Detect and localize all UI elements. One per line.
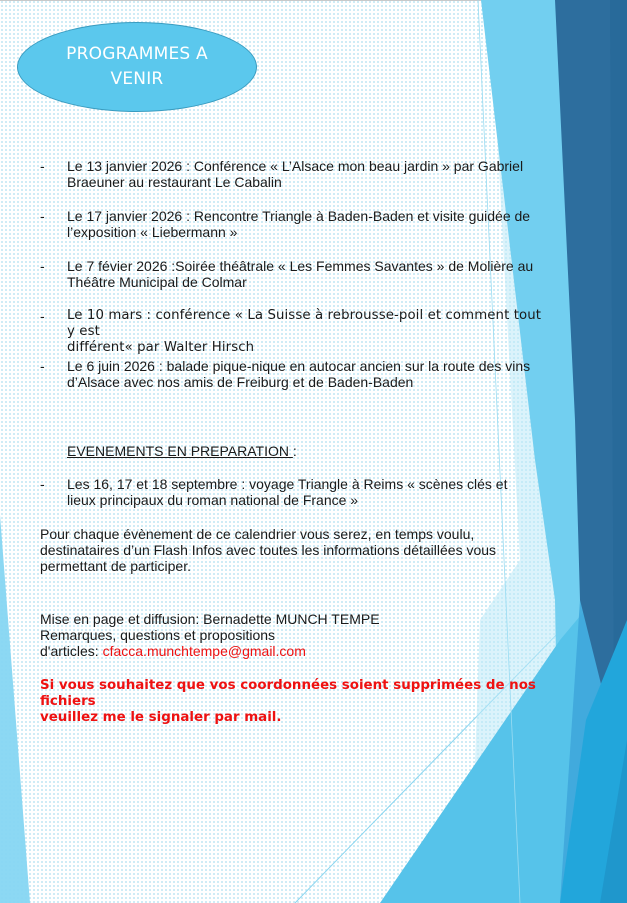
credits-layout-line: Mise en page et diffusion: Bernadette MUNCH TEMPE	[40, 611, 380, 627]
bullet-dash: -	[40, 208, 45, 224]
preparation-line: lieux principaux du roman national de France »	[67, 492, 359, 508]
bullet-dash: -	[40, 158, 45, 174]
info-paragraph	[40, 526, 520, 574]
programme-text	[67, 258, 547, 290]
programme-line: Théâtre Municipal de Colmar	[67, 274, 247, 290]
programme-line: l’exposition « Liebermann »	[67, 224, 238, 240]
unsubscribe-notice	[40, 678, 550, 726]
programme-line: Le 13 janvier 2026 : Conférence « L’Alsace mon beau jardin » par Gabriel	[67, 158, 524, 174]
programme-line: d’Alsace avec nos amis de Freiburg et de Baden-Baden	[67, 374, 414, 390]
info-line: destinataires d’un Flash Infos avec toutes les informations détaillées vous	[40, 542, 497, 558]
info-line: permettant de participer.	[40, 558, 191, 574]
articles-label: d'articles:	[40, 643, 103, 659]
preparation-heading-text: EVENEMENTS EN PREPARATION	[67, 443, 293, 459]
credits-remarks-line: Remarques, questions et propositions	[40, 627, 276, 643]
contact-email-link[interactable]: cfacca.munchtempe@gmail.com	[102, 643, 306, 659]
preparation-line: Les 16, 17 et 18 septembre : voyage Triangle à Reims « scènes clés et	[67, 476, 508, 492]
bullet-dash: -	[40, 308, 45, 324]
bullet-dash: -	[40, 358, 45, 374]
programme-line: Le 7 févier 2026 :Soirée théâtrale « Les Femmes Savantes » de Molière au	[67, 258, 534, 274]
preparation-heading	[67, 443, 297, 459]
page-title-line1: PROGRAMMES A	[66, 44, 208, 64]
unsubscribe-line: Si vous souhaitez que vos coordonnées soient supprimées de nos fichiers	[40, 678, 536, 709]
programme-line: Braeuner au restaurant Le Cabalin	[67, 174, 282, 190]
programme-text	[67, 308, 547, 356]
credits-articles-line	[40, 643, 520, 659]
programme-line: Le 17 janvier 2026 : Rencontre Triangle à Baden-Baden et visite guidée de	[67, 208, 531, 224]
preparation-text	[67, 476, 547, 508]
title-oval	[17, 22, 257, 112]
info-line: Pour chaque évènement de ce calendrier vous serez, en temps voulu,	[40, 526, 475, 542]
credits	[40, 611, 520, 659]
programme-line: Le 6 juin 2026 : balade pique-nique en autocar ancien sur la route des vins	[67, 358, 531, 374]
programme-text	[67, 208, 547, 240]
programme-text	[67, 358, 547, 390]
preparation-heading-colon: :	[292, 443, 297, 459]
unsubscribe-line: veuillez me le signaler par mail.	[40, 710, 282, 725]
programme-line: différent« par Walter Hirsch	[67, 340, 255, 355]
page-title-line2: VENIR	[110, 69, 164, 89]
bullet-dash: -	[40, 258, 45, 274]
programme-line: Le 10 mars : conférence « La Suisse à rebrousse-poil et comment tout y est	[67, 308, 542, 339]
page-title	[52, 42, 222, 92]
left-blue-wedge	[0, 515, 30, 903]
bullet-dash: -	[40, 476, 45, 492]
programme-text	[67, 158, 547, 190]
